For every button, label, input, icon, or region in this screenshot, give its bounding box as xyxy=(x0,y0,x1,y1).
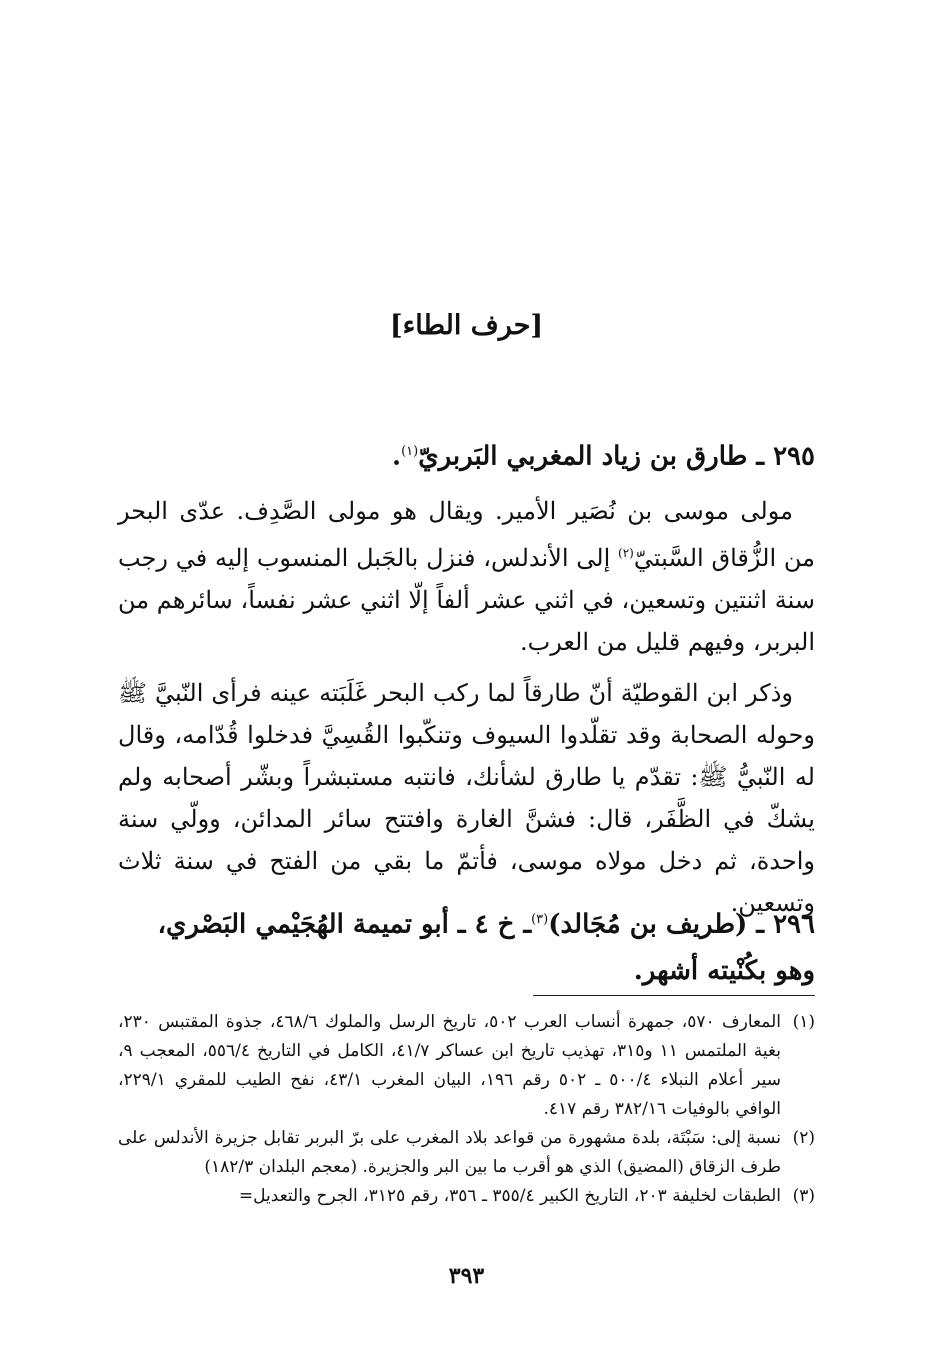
footnote-3 xyxy=(118,1182,815,1211)
footnote-ref: (٣) xyxy=(531,912,549,927)
entry-number: ٢٩٦ xyxy=(773,909,815,940)
entry-295-paragraph-1 xyxy=(118,490,815,663)
footnote-ref: (١) xyxy=(401,444,419,459)
entry-number: ٢٩٥ xyxy=(773,441,815,472)
footnote-text: نسبة إلى: سَبْتَة، بلدة مشهورة من قواعد بلاد المغرب على برّ البربر تقابل جزيرة الأندلس على طرف الزقاق (المضيق) الذي هو أقرب ما بين البر والجزيرة. (معجم البلدان ١٨٢/٣) xyxy=(118,1128,781,1177)
paragraph-text: إلى الأندلس، فنزل بالجَبل المنسوب إليه في رجب سنة اثنتين وتسعين، في اثني عشر ألفاً إلّا اثني عشر نفساً، سائرهم من البربر، وفيهم قليل من العرب. xyxy=(118,544,815,656)
footnote-number: (١) xyxy=(792,1012,815,1032)
entry-heading-296 xyxy=(118,897,815,994)
footnote-1 xyxy=(118,1008,815,1124)
footnote-number: (٢) xyxy=(792,1128,815,1148)
entry-name: ـ (طريف بن مُجَالد) xyxy=(548,909,765,940)
footnote-number: (٣) xyxy=(792,1186,815,1206)
footnotes xyxy=(118,1008,815,1211)
page-number: ٣٩٣ xyxy=(448,1263,485,1289)
paragraph-text: مولى موسى بن نُصَير الأمير. ويقال هو مولى الصَّدِف. عدّى البحر من الزُّقاق السَّبتيّ xyxy=(118,497,815,572)
footnote-divider xyxy=(533,995,815,996)
entry-heading-295 xyxy=(118,429,815,480)
paragraph-text: وذكر ابن القوطيّة أنّ طارقاً لما ركب البحر غَلَبَته عينه فرأى النّبيَّ ﷺ وحوله الصحابة وقد تقلّدوا السيوف وتنكّبوا القُسِيَّ فدخلوا قُدّامه، وقال له النّبيُّ ﷺ: تقدّم يا طارق لشأنك، فانتبه مستبشراً وبشّر أصحابه ولم يشكّ في الظَّفَر، قال: فشنَّ الغارة وافتتح سائر المدائن، وولّي سنة واحدة، ثم دخل مولاه موسى، فأتمّ ما بقي من الفتح في سنة ثلاث وتسعين. xyxy=(118,679,815,917)
entry-name: ـ طارق بن زياد المغربي البَربريّ xyxy=(418,441,765,472)
footnote-text: الطبقات لخليفة ٢٠٣، التاريخ الكبير ٣٥٥/٤ ـ ٣٥٦، رقم ٣١٢٥، الجرح والتعديل= xyxy=(238,1186,781,1206)
section-title: [حرف الطاء] xyxy=(389,310,544,341)
footnote-text: المعارف ٥٧٠، جمهرة أنساب العرب ٥٠٢، تاريخ الرسل والملوك ٤٦٨/٦، جذوة المقتبس ٢٣٠، بغية الملتمس ١١ و٣١٥، تهذيب تاريخ ابن عساكر ٤١/٧، الكامل في التاريخ ٥٥٦/٤، المعجب ٩، سير أعلام النبلاء ٥٠٠/٤ ـ ٥٠٢ رقم ١٩٦، البيان المغرب ٤٣/١، نفح الطيب للمقري ٢٢٩/١، الوافي بالوفيات ٣٨٢/١٦ رقم ٤١٧. xyxy=(118,1012,782,1119)
entry-heading-end: . xyxy=(392,441,402,472)
footnote-2 xyxy=(118,1124,815,1182)
footnote-ref: (٢) xyxy=(618,546,634,560)
entry-295-paragraph-2 xyxy=(118,672,815,924)
entry-heading-rest: ـ خ ٤ ـ أبو تميمة الهُجَيْمي البَصْري، وهو بكُنْيته أشهر. xyxy=(157,909,815,986)
